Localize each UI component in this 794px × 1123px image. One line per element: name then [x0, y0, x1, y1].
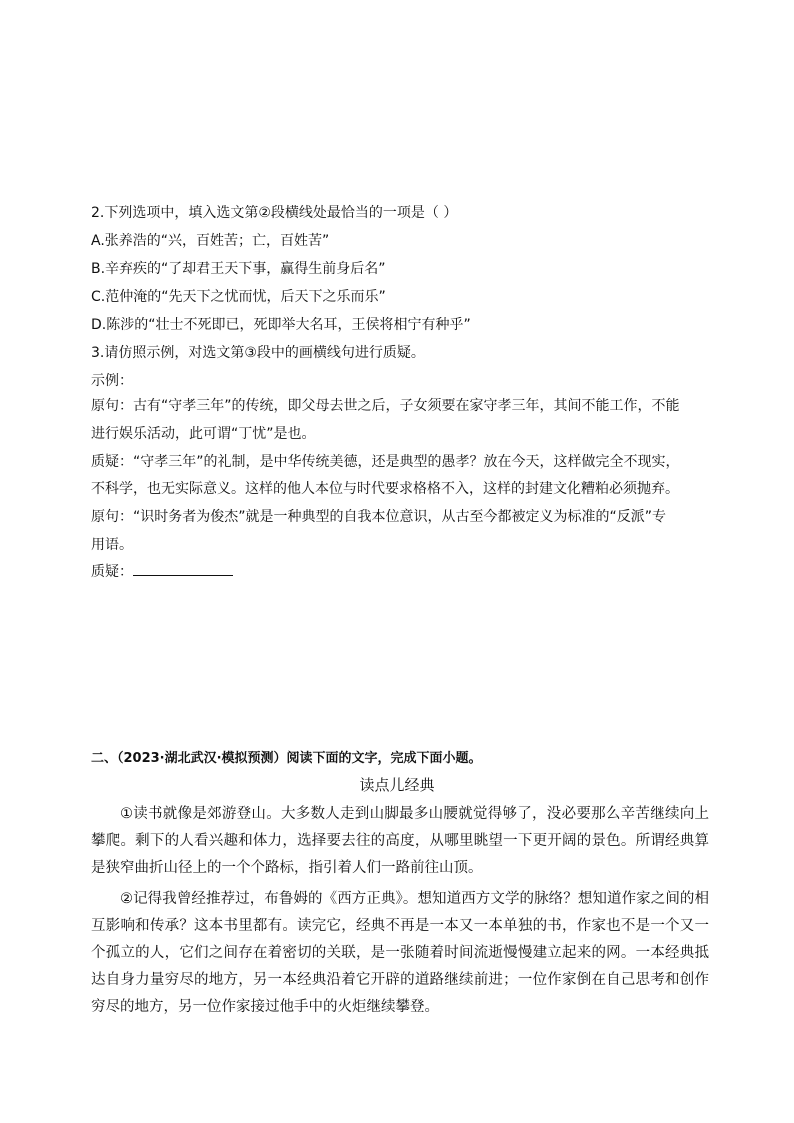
q2-stem: 2.下列选项中，填入选文第②段横线处最恰当的一项是（ ） — [91, 205, 458, 221]
article-title: 读点儿经典 — [359, 776, 435, 794]
article-paragraph-2: ②记得我曾经推荐过，布鲁姆的《西方正典》。想知道西方文学的脉络？想知道作家之间的相互影响和传承？这本书里都有。读完它，经典不再是一本又一本单独的书，作家也不是一个又一个孤立的人，它们之间存在着密切的关联，是一张随着时间流逝慢慢建立起来的网。一本经典抵达自身力量穷尽的地方，另一本经典沿着它开辟的道路继续前进；一位作家倒在自己思考和创作穷尽的地方，另一位作家接过他手中的火炬继续攀登。 — [91, 891, 709, 1015]
q3-example-original-line1: 原句：古有“守孝三年”的传统，即父母去世之后，子女须要在家守孝三年，其间不能工作，不能 — [91, 398, 680, 414]
q3-example-doubt-line1: 质疑：“守孝三年”的礼制，是中华传统美德，还是典型的愚孝？放在今天，这样做完全不现实， — [91, 454, 680, 470]
q3-stem: 3.请仿照示例，对选文第③段中的画横线句进行质疑。 — [91, 345, 425, 361]
q3-example-original-line2: 进行娱乐活动，此可谓“丁忧”是也。 — [91, 426, 316, 442]
q3-task-original-line2: 用语。 — [91, 537, 133, 553]
answer-blank[interactable] — [133, 561, 233, 576]
section-heading: 二、（2023·湖北武汉·模拟预测）阅读下面的文字，完成下面小题。 — [91, 751, 482, 766]
q2-option-d: D.陈涉的“壮士不死即已，死即举大名耳，王侯将相宁有种乎” — [91, 317, 471, 333]
q2-option-b: B.辛弃疾的“了却君王天下事，赢得生前身后名” — [91, 261, 386, 277]
q3-example-doubt-line2: 不科学，也无实际意义。这样的他人本位与时代要求格格不入，这样的封建文化糟粕必须抛弃。 — [91, 481, 679, 497]
q2-option-a: A.张养浩的“兴，百姓苦；亡，百姓苦” — [91, 233, 330, 249]
q2-option-c: C.范仲淹的“先天下之忧而忧，后天下之乐而乐” — [91, 289, 386, 305]
q3-example-label: 示例： — [91, 373, 133, 389]
q3-answer-label: 质疑： — [91, 564, 133, 580]
q3-task-original-line1: 原句：“识时务者为俊杰”就是一种典型的自我本位意识，从古至今都被定义为标准的“反派”专 — [91, 509, 667, 525]
article-paragraph-1: ①读书就像是郊游登山。大多数人走到山脚最多山腰就觉得够了，没必要那么辛苦继续向上攀爬。剩下的人看兴趣和体力，选择要去往的高度，从哪里眺望一下更开阔的景色。所谓经典算是狭窄曲折山径上的一个个路标，指引着人们一路前往山顶。 — [91, 806, 709, 876]
q3-answer-line — [91, 561, 233, 582]
